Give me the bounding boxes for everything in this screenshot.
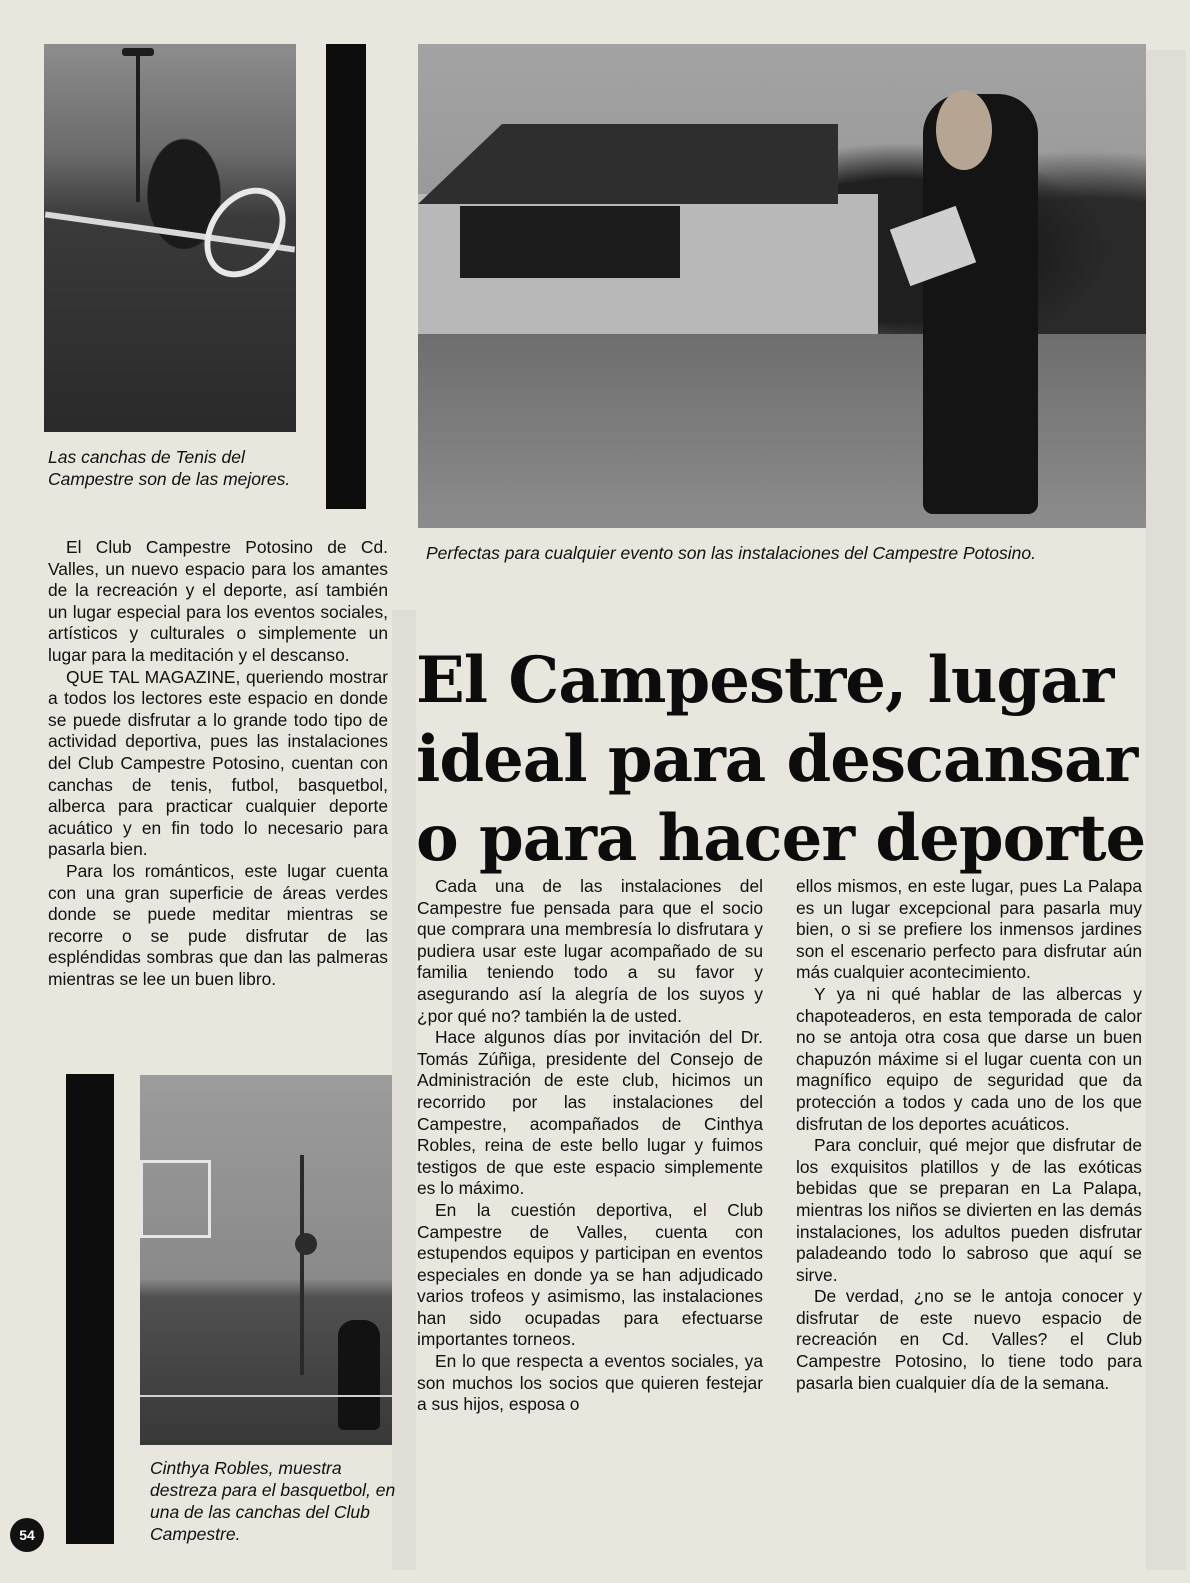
article-column-2 bbox=[417, 876, 763, 1416]
paragraph: De verdad, ¿no se le antoja conocer y disfrutar de este nuevo espacio de recreación en Cd. Valles? el Club Campestre Potosino, lo tiene todo para pasarla bien cualquier día de la semana. bbox=[796, 1286, 1142, 1393]
paragraph: En lo que respecta a eventos sociales, ya son muchos los socios que quieren festejar a sus hijos, esposa o bbox=[417, 1351, 763, 1415]
clubhouse-photo-caption: Perfectas para cualquier evento son las instalaciones del Campestre Potosino. bbox=[426, 543, 1036, 563]
headline-line-2: ideal para descansar bbox=[416, 721, 1138, 797]
article-column-1 bbox=[48, 537, 388, 990]
basketball-court-photo bbox=[140, 1075, 392, 1445]
player-figure bbox=[338, 1320, 380, 1430]
basketball-photo-caption: Cinthya Robles, muestra destreza para el basquetbol, en una de las canchas del Club Campestre. bbox=[150, 1458, 396, 1544]
tennis-racket bbox=[188, 172, 296, 293]
decorative-bar bbox=[66, 1074, 114, 1544]
article-headline bbox=[416, 641, 1156, 878]
paragraph: En la cuestión deportiva, el Club Campestre de Valles, cuenta con estupendos equipos y participan en eventos especiales en donde ya se han adjudicado varios trofeos y asimismo, las instalaciones han sido ocupadas para efectuarse importantes torneos. bbox=[417, 1199, 763, 1350]
show-through-texture bbox=[392, 610, 416, 1570]
basketball bbox=[295, 1233, 317, 1255]
page-number: 54 bbox=[10, 1518, 44, 1552]
tennis-court-photo bbox=[44, 44, 296, 432]
decorative-bar bbox=[326, 44, 366, 509]
woman-head bbox=[936, 90, 992, 170]
paragraph: Hace algunos días por invitación del Dr. Tomás Zúñiga, presidente del Consejo de Administración de este club, hicimos un recorrido por las instalaciones del Campestre, acompañados de Cinthya Robles, reina de este bello lugar y fuimos testigos de que este espacio simplemente es lo máximo. bbox=[417, 1027, 763, 1199]
court-line bbox=[140, 1395, 392, 1397]
paragraph: Y ya ni qué hablar de las albercas y chapoteaderos, en esta temporada de calor no se antoja otra cosa que darse un buen chapuzón máxime si el lugar cuenta con un magnífico equipo de seguridad que da protección a todos y cada uno de los que disfrutan de los deportes acuáticos. bbox=[796, 983, 1142, 1134]
article-column-3 bbox=[796, 876, 1142, 1394]
clubhouse-window bbox=[460, 206, 680, 278]
clubhouse-photo bbox=[418, 44, 1146, 528]
paragraph: El Club Campestre Potosino de Cd. Valles, un nuevo espacio para los amantes de la recreación y el deporte, así también un lugar especial para los eventos sociales, artísticos y culturales o simplemente un lugar para la meditación y el descanso. bbox=[48, 537, 388, 665]
basketball-backboard bbox=[140, 1160, 211, 1238]
clubhouse-roof bbox=[418, 124, 838, 204]
headline-line-3: o para hacer deporte bbox=[416, 800, 1146, 876]
paragraph: Para los románticos, este lugar cuenta con una gran superficie de áreas verdes donde se puede meditar mientras se recorre o se pude disfrutar de las espléndidas sombras que dan las palmeras mientras se lee un buen libro. bbox=[48, 860, 388, 989]
paragraph: QUE TAL MAGAZINE, queriendo mostrar a todos los lectores este espacio en donde se puede disfrutar a lo grande todo tipo de actividad deportiva, pues las instalaciones del Club Campestre Potosino, cuentan con canchas de tenis, futbol, basquetbol, alberca para practicar cualquier deporte acuático y en fin todo lo necesario para pasarla bien. bbox=[48, 666, 388, 860]
paragraph: ellos mismos, en este lugar, pues La Palapa es un lugar excepcional para pasarla muy bien, o si se prefiere los inmensos jardines son el escenario perfecto para disfrutar aún más cualquier acontecimiento. bbox=[796, 876, 1142, 983]
paragraph: Cada una de las instalaciones del Campestre fue pensada para que el socio que comprara una membresía lo disfrutara y pudiera usar este lugar acompañado de su familia teniendo todo a su favor y asegurando así la alegría de los suyos y ¿por qué no? también la de usted. bbox=[417, 876, 763, 1026]
light-pole bbox=[300, 1155, 304, 1375]
headline-line-1: El Campestre, lugar bbox=[416, 642, 1114, 718]
tennis-photo-caption: Las canchas de Tenis del Campestre son de las mejores. bbox=[48, 447, 291, 489]
light-pole bbox=[136, 52, 140, 202]
paragraph: Para concluir, qué mejor que disfrutar de los exquisitos platillos y de las exóticas bebidas que se preparan en La Palapa, mientras los niños se divierten en las demás instalaciones, los adultos pueden disfrutar paladeando todo lo sabroso que aquí se sirve. bbox=[796, 1135, 1142, 1285]
